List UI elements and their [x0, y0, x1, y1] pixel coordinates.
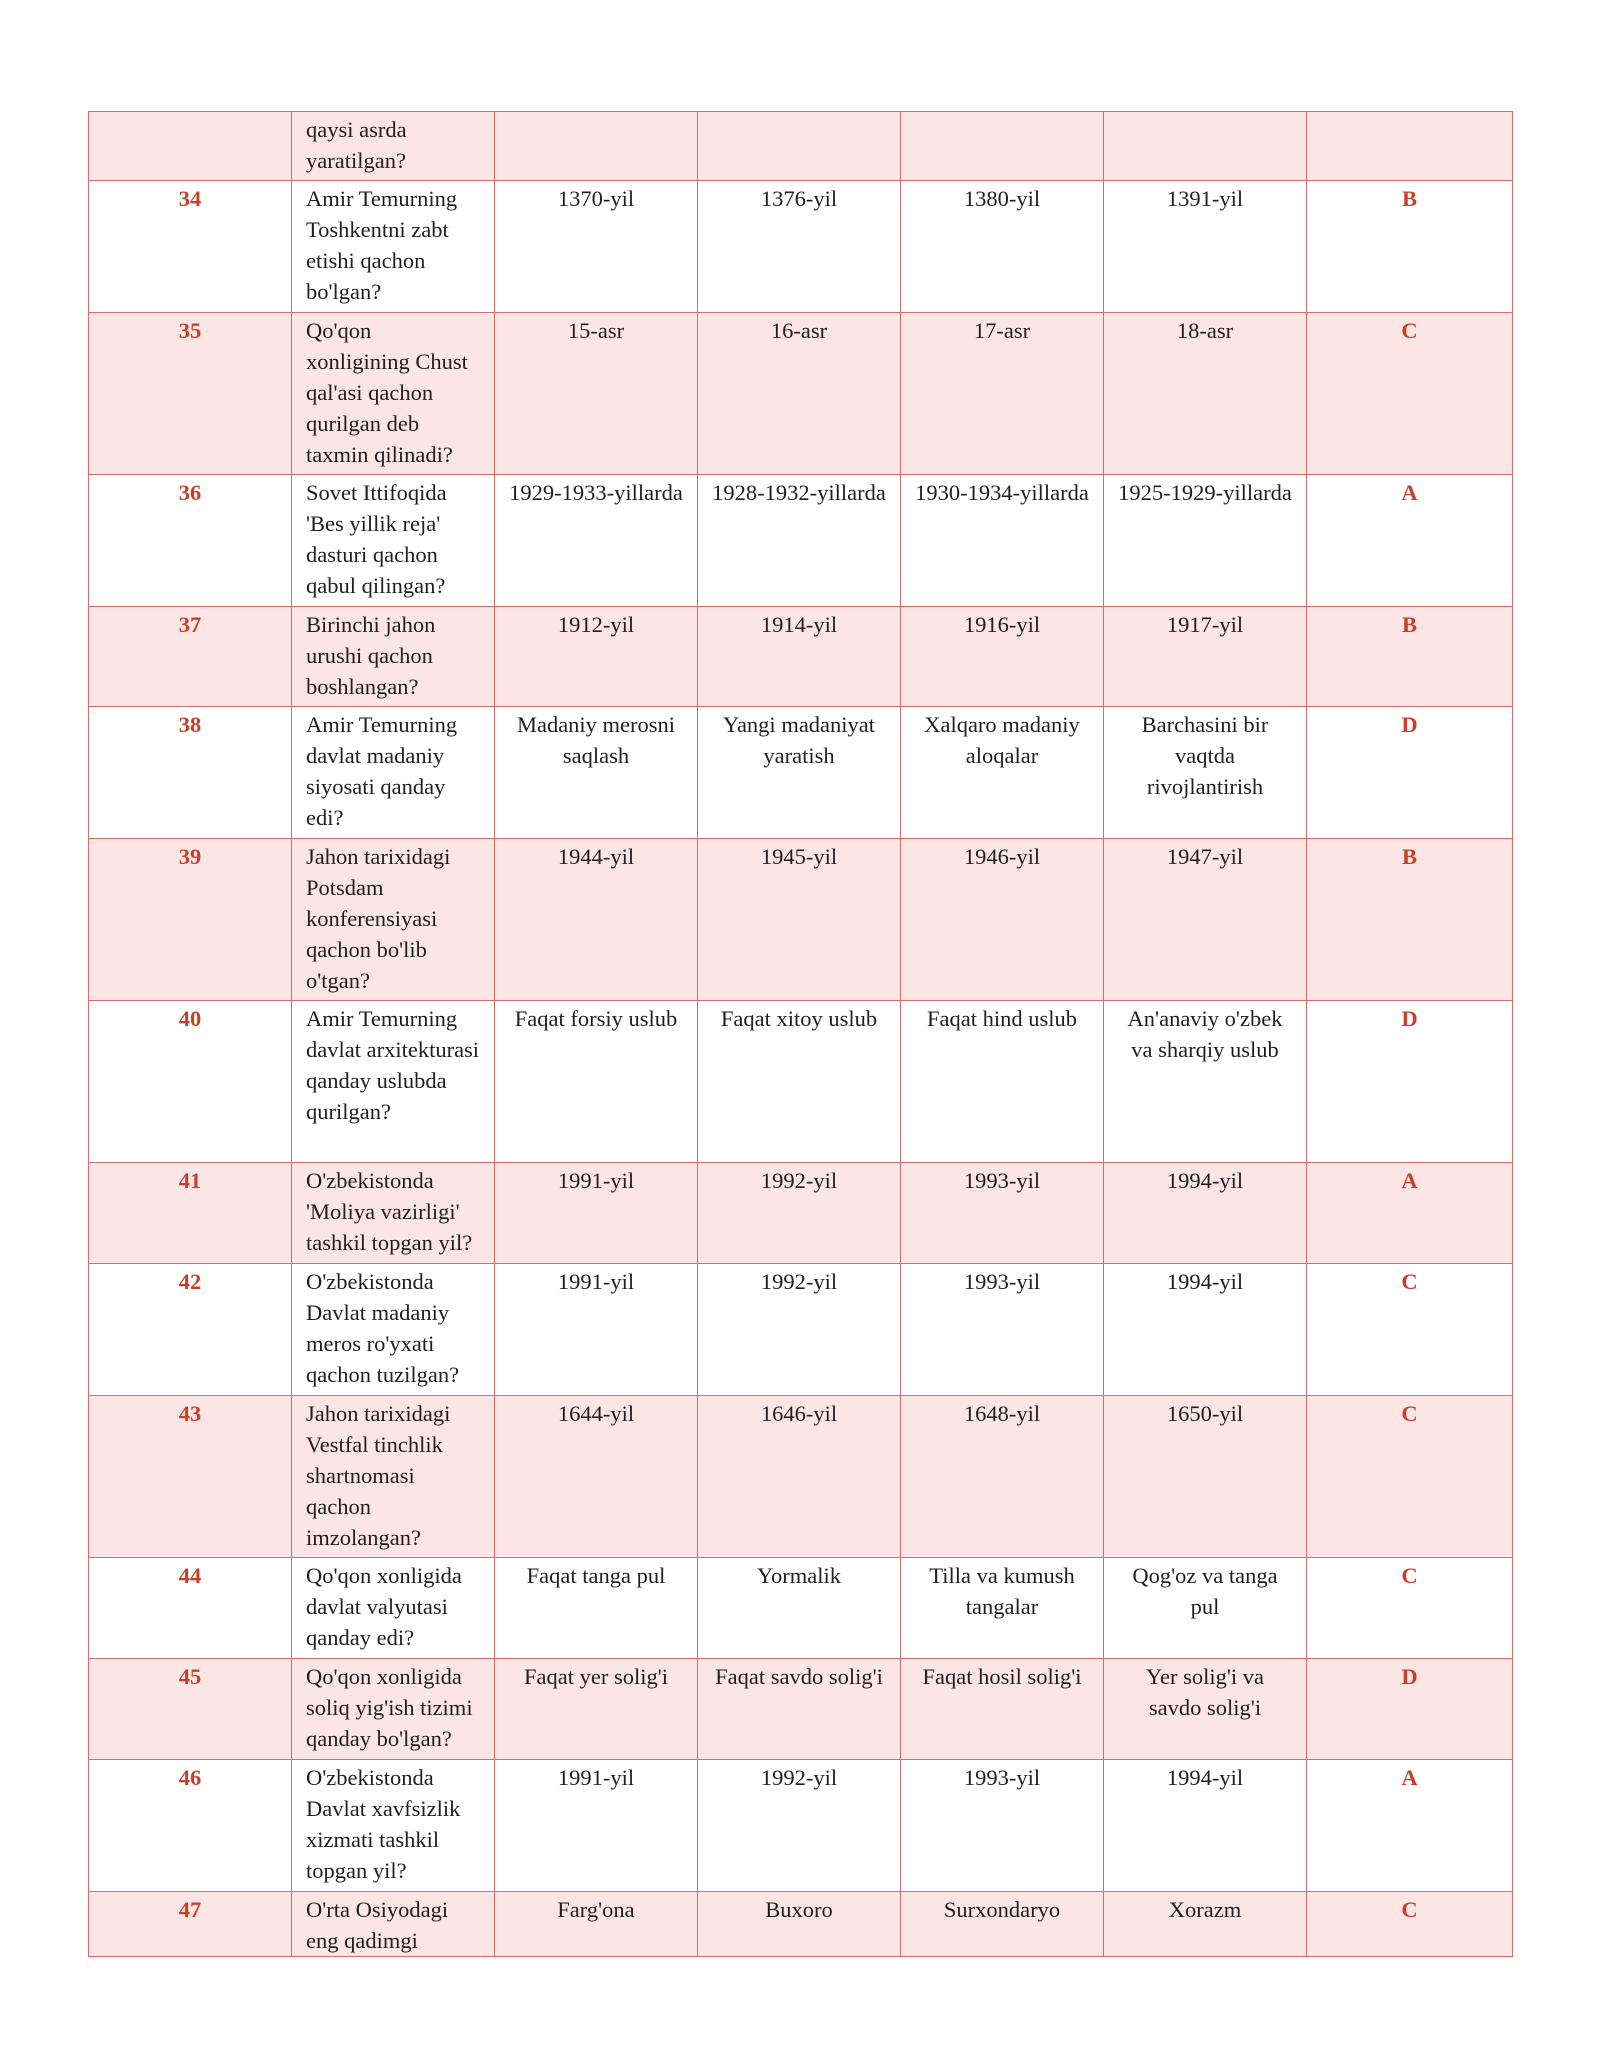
- option-c: 1916-yil: [901, 607, 1104, 707]
- option-c: 1993-yil: [901, 1264, 1104, 1396]
- question-text: Amir Temurning davlat arxitekturasi qanday uslubda qurilgan?: [292, 1001, 495, 1163]
- question-text: O'zbekistonda Davlat madaniy meros ro'yxati qachon tuzilgan?: [292, 1264, 495, 1396]
- option-c: 17-asr: [901, 313, 1104, 475]
- option-a: Faqat forsiy uslub: [495, 1001, 698, 1163]
- option-d: Qog'oz va tanga pul: [1104, 1558, 1307, 1659]
- correct-answer: A: [1307, 1163, 1513, 1264]
- option-b: Buxoro: [698, 1892, 901, 1957]
- correct-answer: C: [1307, 1264, 1513, 1396]
- option-d: 1994-yil: [1104, 1760, 1307, 1892]
- correct-answer: A: [1307, 1760, 1513, 1892]
- option-a: 1929-1933-yillarda: [495, 475, 698, 607]
- question-number: 34: [89, 181, 292, 313]
- question-number: [89, 112, 292, 181]
- option-a: Madaniy merosni saqlash: [495, 707, 698, 839]
- option-c: Faqat hind uslub: [901, 1001, 1104, 1163]
- question-number: 40: [89, 1001, 292, 1163]
- question-number: 36: [89, 475, 292, 607]
- question-number: 39: [89, 839, 292, 1001]
- correct-answer: [1307, 112, 1513, 181]
- option-c: Xalqaro madaniy aloqalar: [901, 707, 1104, 839]
- correct-answer: C: [1307, 1396, 1513, 1558]
- question-number: 45: [89, 1659, 292, 1760]
- question-number: 38: [89, 707, 292, 839]
- table-row: [89, 475, 1513, 607]
- question-number: 37: [89, 607, 292, 707]
- option-b: Faqat savdo solig'i: [698, 1659, 901, 1760]
- table-row: [89, 1892, 1513, 1957]
- option-b: 1914-yil: [698, 607, 901, 707]
- option-d: 1917-yil: [1104, 607, 1307, 707]
- question-text: Jahon tarixidagi Vestfal tinchlik shartnomasi qachon imzolangan?: [292, 1396, 495, 1558]
- table-row: [89, 313, 1513, 475]
- option-b: 16-asr: [698, 313, 901, 475]
- option-a: 1644-yil: [495, 1396, 698, 1558]
- option-d: 1994-yil: [1104, 1264, 1307, 1396]
- option-c: 1993-yil: [901, 1163, 1104, 1264]
- question-number: 41: [89, 1163, 292, 1264]
- option-a: [495, 112, 698, 181]
- option-a: 1991-yil: [495, 1163, 698, 1264]
- correct-answer: D: [1307, 1659, 1513, 1760]
- correct-answer: C: [1307, 1892, 1513, 1957]
- option-a: Faqat yer solig'i: [495, 1659, 698, 1760]
- option-a: 1912-yil: [495, 607, 698, 707]
- question-number: 35: [89, 313, 292, 475]
- question-text: O'zbekistonda 'Moliya vazirligi' tashkil topgan yil?: [292, 1163, 495, 1264]
- option-a: 1944-yil: [495, 839, 698, 1001]
- correct-answer: A: [1307, 475, 1513, 607]
- option-c: 1946-yil: [901, 839, 1104, 1001]
- table-row: [89, 707, 1513, 839]
- question-text: Amir Temurning davlat madaniy siyosati qanday edi?: [292, 707, 495, 839]
- option-d: [1104, 112, 1307, 181]
- option-d: 1650-yil: [1104, 1396, 1307, 1558]
- option-b: [698, 112, 901, 181]
- correct-answer: C: [1307, 313, 1513, 475]
- quiz-table-body: [89, 112, 1513, 1957]
- option-b: 1928-1932-yillarda: [698, 475, 901, 607]
- correct-answer: C: [1307, 1558, 1513, 1659]
- option-d: Xorazm: [1104, 1892, 1307, 1957]
- option-c: 1648-yil: [901, 1396, 1104, 1558]
- table-row: [89, 1558, 1513, 1659]
- option-b: 1992-yil: [698, 1264, 901, 1396]
- quiz-table: [88, 111, 1513, 1957]
- option-d: An'anaviy o'zbek va sharqiy uslub: [1104, 1001, 1307, 1163]
- table-row: [89, 1264, 1513, 1396]
- correct-answer: B: [1307, 181, 1513, 313]
- question-number: 42: [89, 1264, 292, 1396]
- option-a: 1370-yil: [495, 181, 698, 313]
- table-row: [89, 607, 1513, 707]
- option-a: 15-asr: [495, 313, 698, 475]
- correct-answer: B: [1307, 607, 1513, 707]
- table-row: [89, 1396, 1513, 1558]
- question-text: Amir Temurning Toshkentni zabt etishi qachon bo'lgan?: [292, 181, 495, 313]
- question-text: Qo'qon xonligida soliq yig'ish tizimi qanday bo'lgan?: [292, 1659, 495, 1760]
- table-row: [89, 1760, 1513, 1892]
- option-c: 1993-yil: [901, 1760, 1104, 1892]
- option-d: 1947-yil: [1104, 839, 1307, 1001]
- question-text: Qo'qon xonligining Chust qal'asi qachon qurilgan deb taxmin qilinadi?: [292, 313, 495, 475]
- table-row: [89, 1163, 1513, 1264]
- option-d: 18-asr: [1104, 313, 1307, 475]
- option-c: 1930-1934-yillarda: [901, 475, 1104, 607]
- correct-answer: B: [1307, 839, 1513, 1001]
- option-a: Faqat tanga pul: [495, 1558, 698, 1659]
- table-row: [89, 839, 1513, 1001]
- option-a: 1991-yil: [495, 1760, 698, 1892]
- option-b: 1646-yil: [698, 1396, 901, 1558]
- option-c: [901, 112, 1104, 181]
- option-c: 1380-yil: [901, 181, 1104, 313]
- option-c: Surxondaryo: [901, 1892, 1104, 1957]
- question-text: O'rta Osiyodagi eng qadimgi: [292, 1892, 495, 1957]
- option-d: Barchasini bir vaqtda rivojlantirish: [1104, 707, 1307, 839]
- option-d: Yer solig'i va savdo solig'i: [1104, 1659, 1307, 1760]
- option-b: 1992-yil: [698, 1163, 901, 1264]
- table-row: [89, 1659, 1513, 1760]
- table-row: [89, 1001, 1513, 1163]
- option-a: Farg'ona: [495, 1892, 698, 1957]
- question-text: Jahon tarixidagi Potsdam konferensiyasi qachon bo'lib o'tgan?: [292, 839, 495, 1001]
- table-row: [89, 112, 1513, 181]
- option-b: 1992-yil: [698, 1760, 901, 1892]
- option-d: 1391-yil: [1104, 181, 1307, 313]
- question-number: 44: [89, 1558, 292, 1659]
- question-text: qaysi asrda yaratilgan?: [292, 112, 495, 181]
- question-number: 46: [89, 1760, 292, 1892]
- option-b: Yormalik: [698, 1558, 901, 1659]
- correct-answer: D: [1307, 1001, 1513, 1163]
- question-text: O'zbekistonda Davlat xavfsizlik xizmati tashkil topgan yil?: [292, 1760, 495, 1892]
- question-number: 47: [89, 1892, 292, 1957]
- option-a: 1991-yil: [495, 1264, 698, 1396]
- question-text: Birinchi jahon urushi qachon boshlangan?: [292, 607, 495, 707]
- correct-answer: D: [1307, 707, 1513, 839]
- question-number: 43: [89, 1396, 292, 1558]
- option-b: Faqat xitoy uslub: [698, 1001, 901, 1163]
- question-text: Sovet Ittifoqida 'Bes yillik reja' dasturi qachon qabul qilingan?: [292, 475, 495, 607]
- question-text: Qo'qon xonligida davlat valyutasi qanday edi?: [292, 1558, 495, 1659]
- option-c: Tilla va kumush tangalar: [901, 1558, 1104, 1659]
- option-b: 1376-yil: [698, 181, 901, 313]
- table-row: [89, 181, 1513, 313]
- option-c: Faqat hosil solig'i: [901, 1659, 1104, 1760]
- option-b: Yangi madaniyat yaratish: [698, 707, 901, 839]
- option-d: 1994-yil: [1104, 1163, 1307, 1264]
- option-b: 1945-yil: [698, 839, 901, 1001]
- option-d: 1925-1929-yillarda: [1104, 475, 1307, 607]
